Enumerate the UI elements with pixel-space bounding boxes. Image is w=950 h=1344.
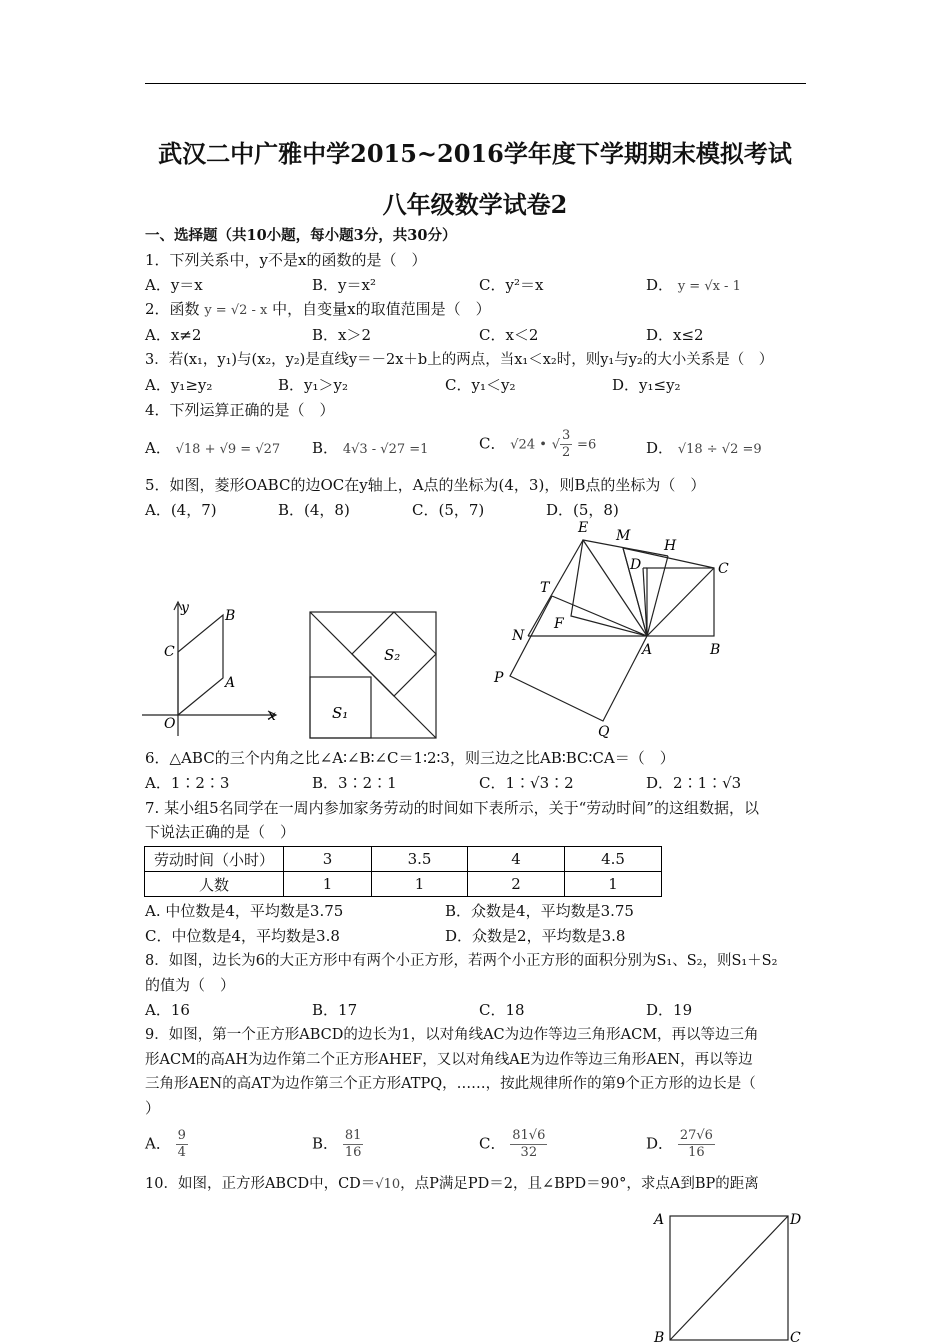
fig3-label-h: H [664, 538, 677, 554]
q4-option-b: B． 4√3 - √27 =1 [312, 439, 429, 457]
q8-option-b: B．17 [312, 1001, 358, 1019]
q7-option-b: B．众数是4，平均数是3.75 [445, 902, 634, 920]
q9-option-c: C． $\frac{81√6}{32}$ [479, 1128, 546, 1160]
fig2-label-s1: S₁ [332, 704, 349, 722]
question-9-stem-line4: ） [145, 1099, 161, 1117]
fig3-label-d: D [630, 557, 642, 573]
figure-rhombus-axes [140, 598, 285, 740]
question-5-stem: 5．如图，菱形OABC的边OC在y轴上，A点的坐标为(4，3)，则B点的坐标为（ ） [145, 476, 706, 494]
labor-time-table [144, 846, 662, 897]
q5-option-b: B．(4，8) [278, 501, 350, 519]
section-heading: 一、选择题（共10小题，每小题3分，共30分） [145, 227, 457, 244]
q5-option-a: A．(4，7) [145, 501, 217, 519]
table-cell: 1 [372, 872, 468, 897]
question-9-stem-line2: 形ACM的高AH为边作第二个正方形AHEF，又以对角线AE为边作等边三角形AEN，再以等边 [145, 1052, 753, 1068]
question-9-stem-line3: 三角形AEN的高AT为边作第三个正方形ATPQ，……，按此规律所作的第9个正方形的边长是（ [145, 1076, 756, 1092]
q6-option-a: A．1∶2∶3 [145, 774, 230, 792]
q4-option-d: D． √18 ÷ √2 =9 [646, 439, 762, 457]
fig1-label-x: x [268, 708, 276, 724]
q1-option-a: A．y＝x [145, 276, 203, 294]
question-8-stem-line1: 8．如图，边长为6的大正方形中有两个小正方形，若两个小正方形的面积分别为S₁、S₂，则S₁＋S₂ [145, 953, 778, 969]
table-cell: 1 [565, 872, 662, 897]
q9-option-a: A． $\frac{9}{4}$ [145, 1128, 186, 1160]
fig3-label-c: C [718, 561, 729, 577]
q7-option-a: A. 中位数是4，平均数是3.75 [145, 902, 344, 920]
q3-option-c: C．y₁＜y₂ [445, 376, 516, 394]
q4-option-a: A． √18 + √9 = √27 [145, 439, 281, 457]
q2-option-c: C．x＜2 [479, 326, 539, 344]
fig3-label-a: A [642, 642, 653, 658]
table-cell: 劳动时间（小时） [145, 847, 284, 872]
top-rule [145, 83, 806, 84]
q4-option-c: C． √24 • √ $\frac{3}{2}$ =6 [479, 428, 597, 460]
table-cell: 3 [284, 847, 372, 872]
question-2-stem: 2．函数 y = √2 - x 中，自变量x的取值范围是（ ） [145, 300, 491, 318]
fig1-label-y: y [181, 600, 189, 616]
q2-option-d: D．x≤2 [646, 326, 704, 344]
table-cell: 1 [284, 872, 372, 897]
table-cell: 4 [468, 847, 565, 872]
q8-option-d: D．19 [646, 1001, 693, 1019]
q2-option-b: B．x＞2 [312, 326, 372, 344]
table-row-header [145, 847, 662, 872]
fig1-label-o: O [164, 716, 176, 732]
fig3-label-q: Q [598, 724, 610, 738]
question-10-stem: 10．如图，正方形ABCD中，CD＝√10，点P满足PD＝2，且∠BPD＝90°，求点A到BP的距离 [145, 1176, 759, 1192]
q1-option-c: C．y²＝x [479, 276, 544, 294]
table-cell: 2 [468, 872, 565, 897]
figure-square-sequence [488, 518, 738, 738]
q5-option-d: D．(5，8) [546, 501, 619, 519]
q1-option-b: B．y＝x² [312, 276, 376, 294]
exam-title: 武汉二中广雅中学2015~2016学年度下学期期末模拟考试 [158, 139, 792, 168]
fig1-label-a: A [225, 675, 236, 691]
question-8-stem-line2: 的值为（ ） [145, 976, 236, 994]
q3-option-d: D．y₁≤y₂ [612, 376, 681, 394]
q5-option-c: C．(5，7) [412, 501, 485, 519]
fig3-label-f: F [554, 616, 564, 632]
question-7-stem-line2: 下说法正确的是（ ） [145, 823, 296, 841]
q9-option-b: B． $\frac{81}{16}$ [312, 1128, 362, 1160]
q2-option-a: A．x≠2 [145, 326, 202, 344]
fig3-label-n: N [512, 628, 525, 644]
fig3-label-m: M [616, 528, 631, 544]
question-7-stem-line1: 7. 某小组5名同学在一周内参加家务劳动的时间如下表所示，关于“劳动时间”的这组数据，以 [145, 799, 759, 817]
fig4-label-d: D [790, 1212, 802, 1228]
fig1-label-c: C [164, 644, 175, 660]
fig3-label-t: T [540, 580, 550, 596]
figure-nested-squares [308, 610, 438, 740]
question-6-stem: 6．△ABC的三个内角之比∠A∶∠B∶∠C＝1∶2∶3，则三边之比AB∶BC∶CA＝（ ） [145, 749, 675, 767]
table-row [145, 872, 662, 897]
q8-option-a: A．16 [145, 1001, 190, 1019]
q9-option-d: D． $\frac{27√6}{16}$ [646, 1128, 713, 1160]
fig3-label-b: B [710, 642, 721, 658]
fig4-label-b: B [654, 1330, 665, 1344]
fig4-label-a: A [654, 1212, 665, 1228]
question-3-stem: 3．若(x₁，y₁)与(x₂，y₂)是直线y＝－2x＋b上的两点，当x₁＜x₂时，则y₁与y₂的大小关系是（ ） [145, 352, 774, 368]
table-cell: 4.5 [565, 847, 662, 872]
q6-option-c: C．1∶√3∶2 [479, 774, 574, 792]
q3-option-b: B．y₁＞y₂ [278, 376, 348, 394]
figure-square-abcd [650, 1206, 810, 1344]
question-9-stem-line1: 9．如图，第一个正方形ABCD的边长为1，以对角线AC为边作等边三角形ACM，再以等边三角 [145, 1027, 759, 1043]
fig3-label-e: E [578, 520, 589, 536]
fig3-label-p: P [494, 670, 504, 686]
q3-option-a: A．y₁≥y₂ [145, 376, 213, 394]
exam-subtitle: 八年级数学试卷2 [382, 190, 568, 219]
table-cell: 人数 [145, 872, 284, 897]
q6-option-b: B．3∶2∶1 [312, 774, 397, 792]
q1-option-d: D． y = √x - 1 [646, 276, 741, 294]
question-1-stem: 1．下列关系中，y不是x的函数的是（ ） [145, 251, 427, 269]
question-4-stem: 4．下列运算正确的是（ ） [145, 401, 335, 419]
fig1-label-b: B [225, 608, 236, 624]
q7-option-c: C．中位数是4，平均数是3.8 [145, 927, 340, 945]
table-cell: 3.5 [372, 847, 468, 872]
fig4-label-c: C [790, 1330, 801, 1344]
q6-option-d: D．2∶1∶√3 [646, 774, 742, 792]
fig2-label-s2: S₂ [384, 646, 401, 664]
q7-option-d: D．众数是2，平均数是3.8 [445, 927, 626, 945]
q8-option-c: C．18 [479, 1001, 525, 1019]
